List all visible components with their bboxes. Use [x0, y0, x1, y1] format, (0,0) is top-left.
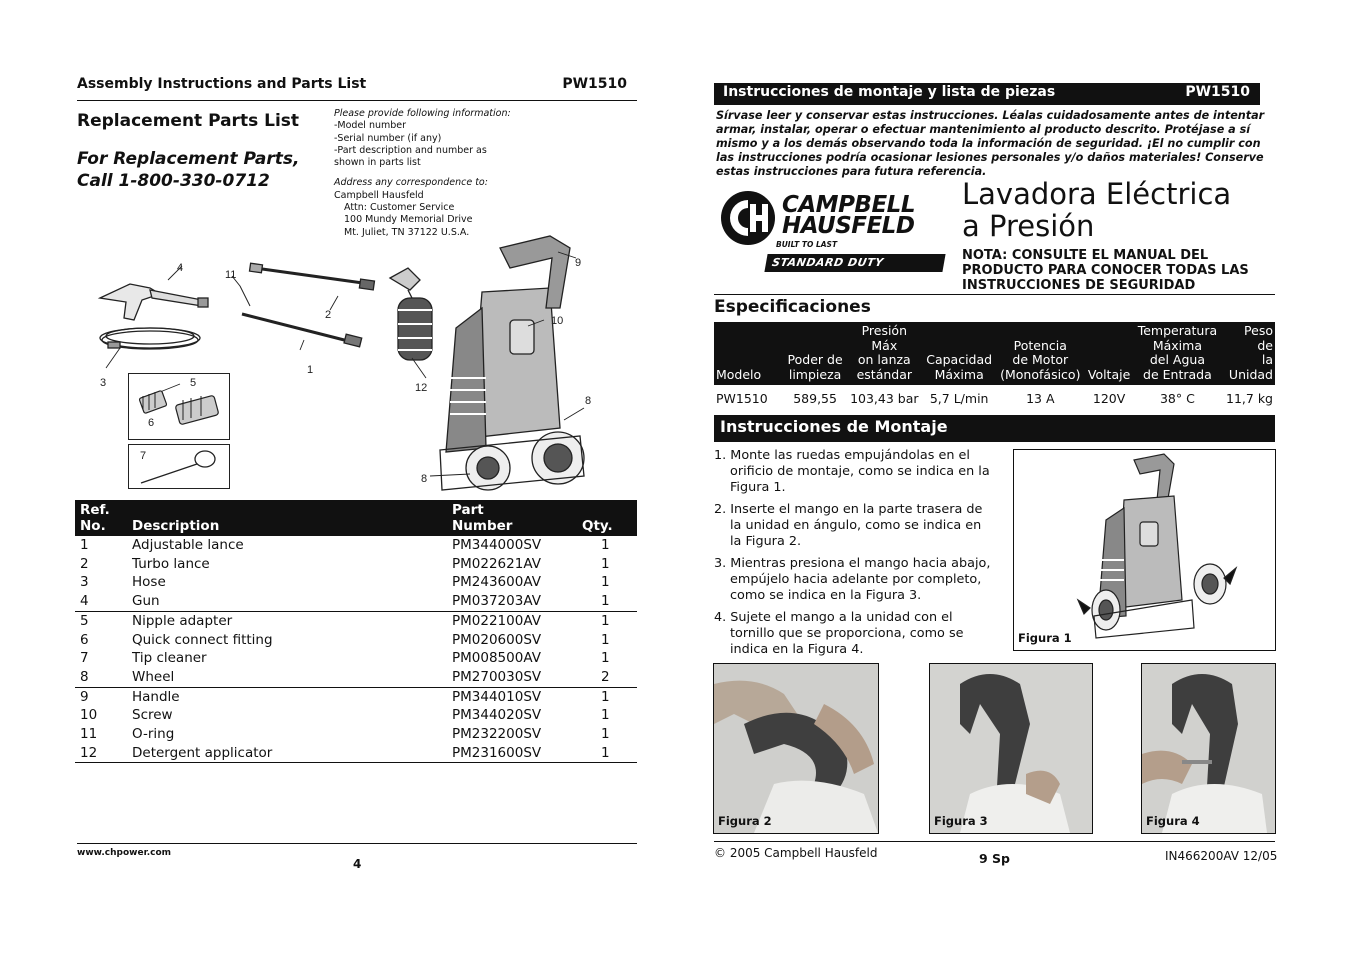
spec-header: Capacidad — [926, 352, 993, 367]
right-header-title: Instrucciones de montaje y lista de piezas — [723, 84, 1056, 100]
diagram-label: 10 — [551, 315, 564, 327]
spec-cell: 589,55 — [793, 391, 837, 406]
cell-desc: Nipple adapter — [127, 611, 447, 630]
table-row — [75, 725, 637, 744]
detergent-applicator-drawing — [390, 268, 420, 290]
diagram-label: 4 — [177, 262, 184, 274]
cell-ref: 3 — [80, 574, 89, 591]
diagram-label: 8 — [421, 473, 428, 485]
figure-3 — [929, 663, 1093, 834]
spec-header: de Motor — [1012, 352, 1069, 367]
gun-drawing — [100, 284, 160, 320]
instructions-heading: Instrucciones de Montaje — [714, 415, 1275, 442]
list-item: 4. Sujete el mango a la unidad con el tornillo que se proporciona, como se indica en la Figura 4. — [714, 610, 964, 657]
spec-cell: 103,43 bar — [850, 391, 919, 406]
spec-header: Poder de — [787, 352, 843, 367]
spec-header: Modelo — [716, 366, 762, 382]
cell-part: PM022100AV — [447, 611, 577, 630]
info-item: -Model number — [334, 120, 407, 132]
logo-tagline: BUILT TO LAST — [776, 240, 838, 249]
cell-ref: 1 — [80, 537, 89, 553]
cell-ref: 5 — [75, 611, 127, 630]
diagram-label: 3 — [100, 377, 107, 389]
spec-header: estándar — [856, 366, 913, 382]
spec-heading: Especificaciones — [714, 297, 871, 317]
cell-ref: 2 — [80, 555, 89, 572]
safety-warning: Sírvase leer y conservar estas instrucciones. Léalas cuidadosamente antes de intentar armar, instalar, operar o efectuar mantenimiento al producto descrito. Protéjase a sí mismo y a los demás observando toda la información de seguridad. ¡El no cumplir con las instrucciones podría ocasionar lesiones personales y/o daños materiales! Conserve estas instrucciones para futura referencia. — [716, 109, 1265, 178]
left-header-title: Assembly Instructions and Parts List — [77, 76, 367, 92]
diagram-label: 12 — [415, 382, 428, 394]
cell-qty: 1 — [601, 707, 610, 724]
spec-header: Unidad — [1228, 366, 1273, 382]
footer-url: www.chpower.com — [77, 848, 172, 858]
cell-part: PM022621AV — [452, 555, 541, 572]
assembly-steps — [714, 448, 994, 664]
spec-cell: 38° C — [1159, 391, 1195, 406]
cell-qty: 1 — [577, 611, 637, 630]
cell-ref: 9 — [75, 687, 127, 706]
footer-page-number: 9 Sp — [979, 851, 1010, 866]
cell-part: PM243600AV — [452, 574, 541, 591]
diagram-label: 5 — [190, 377, 197, 389]
cell-qty: 1 — [577, 687, 637, 706]
footer-copyright: © 2005 Campbell Hausfeld — [714, 846, 878, 860]
replacement-call-info — [77, 148, 327, 192]
cell-qty: 1 — [601, 593, 610, 610]
cell-ref: 7 — [80, 650, 89, 667]
table-row — [75, 536, 637, 555]
table-row — [75, 687, 637, 706]
figure-1 — [1013, 449, 1276, 651]
list-item: 3. Mientras presiona el mango hacia abajo, empújelo hacia adelante por completo, como se indica en la Figura 3. — [714, 556, 991, 603]
logo-line-2: HAUSFELD — [782, 213, 915, 239]
call-line-2: Call 1-800-330-0712 — [77, 171, 270, 191]
title-line-1: Lavadora Eléctrica — [962, 177, 1232, 211]
header-ref-2: No. — [80, 518, 106, 534]
ch-emblem-icon — [720, 190, 776, 246]
cell-ref: 4 — [80, 593, 89, 610]
cell-ref: 8 — [80, 668, 89, 685]
figure-2-photo — [714, 664, 878, 833]
safety-note: NOTA: CONSULTE EL MANUAL DEL PRODUCTO PARA CONOCER TODAS LAS INSTRUCCIONES DE SEGURIDAD — [962, 248, 1249, 293]
header-part-1: Part — [452, 502, 484, 518]
cell-qty: 2 — [601, 668, 610, 685]
list-item: 2. Inserte el mango en la parte trasera de la unidad en ángulo, como se indica en la Figura 2. — [714, 502, 983, 549]
cell-desc: Screw — [132, 707, 173, 724]
diagram-label: 11 — [225, 269, 237, 281]
diagram-label: 9 — [575, 257, 582, 269]
title-line-2: a Presión — [962, 209, 1095, 243]
table-row — [75, 668, 637, 687]
cell-desc: Wheel — [132, 668, 175, 685]
spec-data-row — [714, 385, 1275, 413]
info-item: -Serial number (if any) — [334, 132, 442, 144]
footer-page-number: 4 — [353, 857, 362, 871]
cell-qty: 1 — [601, 726, 610, 743]
spec-header: Voltaje — [1087, 366, 1131, 382]
cell-desc: Tip cleaner — [132, 650, 207, 667]
table-row — [75, 611, 637, 630]
call-line-1: For Replacement Parts, — [77, 149, 300, 169]
header-qty: Qty. — [577, 500, 637, 536]
spec-header: Máx — [871, 337, 898, 353]
spec-table — [714, 322, 1275, 413]
cell-part: PM344000SV — [452, 537, 542, 553]
spec-header: limpieza — [788, 366, 842, 382]
diagram-label: 8 — [585, 395, 592, 407]
cell-ref: 10 — [80, 707, 98, 724]
diagram-label: 1 — [307, 364, 314, 376]
replacement-parts-title: Replacement Parts List — [77, 111, 300, 131]
cell-qty: 1 — [601, 555, 610, 572]
spec-header: Máxima — [934, 366, 984, 382]
spec-cell: 13 A — [1026, 391, 1055, 406]
figure-3-photo — [930, 664, 1092, 833]
figure-label: Figura 4 — [1146, 814, 1200, 828]
spec-header-row — [714, 322, 1275, 385]
cell-part: PM344020SV — [452, 707, 542, 724]
figure-1-drawing — [1014, 450, 1275, 650]
cell-part: PM231600SV — [447, 744, 577, 763]
figure-label: Figura 2 — [718, 814, 772, 828]
cell-ref: 12 — [75, 744, 127, 763]
left-page-header — [77, 76, 637, 92]
header-description: Description — [127, 500, 447, 536]
cell-qty: 1 — [577, 744, 637, 763]
table-row — [75, 706, 637, 725]
table-row — [75, 744, 637, 763]
info-item: shown in parts list — [334, 157, 421, 169]
cell-desc: Gun — [132, 593, 160, 610]
parts-table-header — [75, 500, 637, 536]
spec-top-rule — [714, 294, 1275, 295]
cell-part: PM037203AV — [452, 593, 541, 610]
cell-qty: 1 — [601, 574, 610, 591]
right-page-header — [714, 83, 1260, 105]
parts-table — [75, 500, 637, 763]
product-title — [962, 178, 1272, 242]
cell-part: PM270030SV — [452, 668, 542, 685]
right-footer-rule — [714, 841, 1275, 842]
standard-duty-badge: STANDARD DUTY — [764, 254, 945, 272]
cell-desc: Hose — [132, 574, 166, 591]
table-row — [75, 592, 637, 611]
left-header-rule — [77, 100, 637, 101]
tip-cleaner-inset — [128, 444, 230, 489]
address-intro: Address any correspondence to: — [334, 177, 488, 189]
cell-desc: Adjustable lance — [132, 537, 244, 553]
cell-ref: 6 — [80, 631, 89, 648]
spec-cell: 120V — [1092, 391, 1126, 406]
address-line: Mt. Juliet, TN 37122 U.S.A. — [344, 226, 470, 238]
cell-part: PM232200SV — [452, 726, 542, 743]
cell-qty: 1 — [601, 631, 610, 648]
cell-qty: 1 — [601, 537, 610, 553]
diagram-label: 2 — [325, 309, 332, 321]
table-row — [75, 631, 637, 650]
info-block — [334, 108, 564, 239]
cell-desc: Turbo lance — [132, 555, 210, 572]
info-item: -Part description and number as — [334, 144, 487, 156]
info-intro: Please provide following information: — [334, 108, 511, 119]
spec-header: de Entrada — [1143, 366, 1212, 382]
spec-header: de — [1257, 337, 1273, 353]
header-ref-1: Ref. — [80, 502, 110, 518]
spec-header: del Agua — [1149, 352, 1205, 367]
spec-header: on lanza — [857, 352, 911, 367]
address-line: Attn: Customer Service — [344, 202, 455, 214]
left-header-model: PW1510 — [562, 76, 627, 92]
spec-header: Presión — [861, 323, 908, 338]
cell-part: PM020600SV — [452, 631, 542, 648]
figure-label: Figura 3 — [934, 814, 988, 828]
campbell-hausfeld-logo — [720, 190, 946, 276]
cell-desc: Detergent applicator — [127, 744, 447, 763]
spec-header: Peso — [1244, 323, 1273, 338]
spec-header: Temperatura — [1137, 323, 1218, 338]
table-row — [75, 649, 637, 668]
list-item: 1. Monte las ruedas empujándolas en el orificio de montaje, como se indica en la Figura 1. — [714, 448, 990, 495]
cell-part: PM344010SV — [447, 687, 577, 706]
diagram-label: 6 — [148, 417, 155, 429]
spec-cell: 11,7 kg — [1226, 391, 1273, 406]
table-row — [75, 573, 637, 592]
cell-part: PM008500AV — [452, 650, 541, 667]
figure-4-photo — [1142, 664, 1275, 833]
spec-cell: 5,7 L/min — [929, 391, 989, 406]
spec-cell: PW1510 — [716, 391, 768, 406]
logo-line-1: CAMPBELL — [782, 192, 915, 218]
figure-2 — [713, 663, 879, 834]
cell-qty: 1 — [601, 650, 610, 667]
cell-ref: 11 — [80, 726, 98, 743]
figure-4 — [1141, 663, 1276, 834]
turbo-lance-drawing — [255, 268, 370, 284]
spec-header: Máxima — [1152, 337, 1202, 353]
right-header-model: PW1510 — [1185, 84, 1250, 100]
figure-label: Figura 1 — [1018, 631, 1072, 645]
header-part-2: Number — [452, 518, 513, 534]
cell-desc: Handle — [127, 687, 447, 706]
cell-desc: Quick connect fitting — [132, 631, 273, 648]
cell-desc: O-ring — [132, 726, 175, 743]
footer-document-number: IN466200AV 12/05 — [1165, 849, 1278, 863]
fittings-inset — [128, 373, 230, 440]
left-footer-rule — [77, 843, 637, 844]
diagram-label: 7 — [140, 450, 147, 462]
spec-header: Potencia — [1013, 337, 1067, 353]
spec-header: la — [1261, 352, 1273, 367]
address-line: 100 Mundy Memorial Drive — [344, 214, 473, 226]
adjustable-lance-drawing — [242, 314, 360, 344]
table-row — [75, 555, 637, 574]
address-line: Campbell Hausfeld — [334, 189, 424, 201]
spec-header: (Monofásico) — [1000, 366, 1081, 382]
